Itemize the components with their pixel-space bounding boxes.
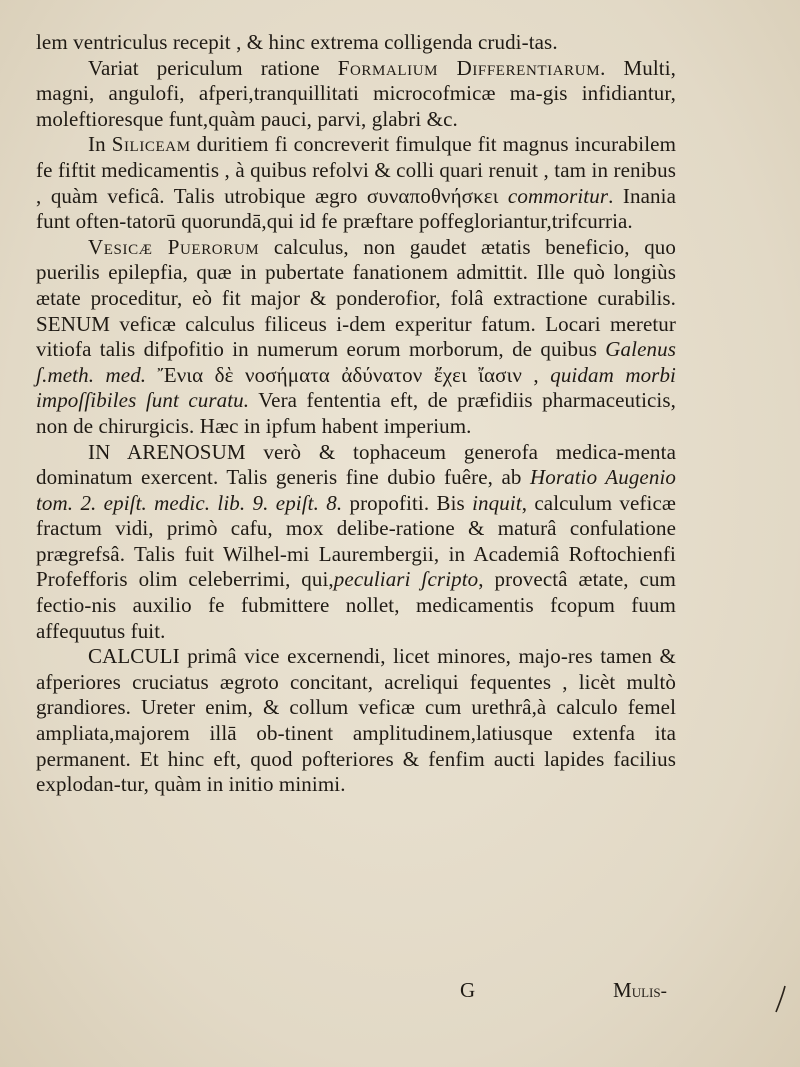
small-caps-text: Vesicæ Puerorum <box>88 234 260 259</box>
text-run: . Multi, magni, angulofi, afperi,tranquillitati microcofmicæ ma-gis infidiantur, moleftioresque funt,quàm pauci, parvi, glabri &c. <box>36 55 676 131</box>
paragraph <box>36 30 676 56</box>
catchword-rest: ulis- <box>631 981 667 1002</box>
text-run: duritiem fi concreverit fimulque fit magnus incurabilem fe fiftit medicamentis , à quibus refolvi & colli quari renuit , tam in renibus , quàm veficâ. Talis utrobique ægro συναποθνήσκει <box>36 132 676 208</box>
text-run: CALCULI primâ vice excernendi, licet minores, majo-res tamen & afperiores cruciatus ægroto concitant, acreliqui fequentes , licèt multò grandiores. Ureter enim, & collum veficæ cum urethrâ,à calculo femel ampliata,majorem illā ob-tinent amplitudinem,latiusque extenfa ita permanent. Et hinc eft, quod pofteriores & fenfim aucti lapides facilius explodan-tur, quàm in initio minimi. <box>36 644 676 797</box>
paragraph <box>36 235 676 440</box>
italic-text: quidam morbi impoſſibiles ſunt curatu. <box>36 362 676 413</box>
text-run: calculus, non gaudet ætatis beneficio, quo puerilis epilepfia, quæ in pubertate fanationem admittit. Ille quò longiùs ætate proceditur, eò fit major & ponderofior, folâ extractione curabilis. SENUM veficæ calculus filiceus i-dem experitur fatum. Locari meretur vitiofa talis difpofitio in numerum eorum morborum, de quibus <box>36 234 676 362</box>
italic-text: Galenus ʃ.meth. med. <box>36 337 676 387</box>
paragraph <box>36 644 676 798</box>
text-run: , provectâ ætate, cum fectio-nis auxilio fe fubmittere nollet, medicamentis fcopum fuum affequutus fuit. <box>36 567 676 643</box>
text-run: IN ARENOSUM verò & tophaceum generofa medica-menta dominatum exercent. Talis generis fine dubio fuêre, ab <box>36 439 676 490</box>
text-run: In <box>88 132 112 157</box>
body-text <box>36 30 676 798</box>
signature-mark: G <box>460 978 476 1002</box>
text-run: Variat periculum ratione <box>88 55 338 80</box>
text-run: . Inania funt often-tatorū quorundā,qui id fe præftare poffegloriantur,trifcurria. <box>36 183 676 234</box>
text-run: Ἔνια δὲ νοσήματα ἀδύνατον ἔχει ἴασιν , <box>146 362 551 387</box>
italic-text: commoritur <box>507 183 609 208</box>
text-run: lem ventriculus recepit , & hinc extrema colligenda crudi-tas. <box>36 30 558 54</box>
small-caps-text: Siliceam <box>111 132 191 157</box>
text-run: , calculum veficæ fractum vidi, primò cafu, mox delibe-ratione & maturâ confulatione prægrefsâ. Talis fuit Wilhel-mi Laurembergii, in Academiâ Roftochienfi Profefforis olim celeberrimi, qui, <box>36 490 676 592</box>
page-footer <box>0 978 800 1008</box>
italic-text: inquit <box>472 490 522 515</box>
text-run: propofiti. Bis <box>342 490 473 515</box>
italic-text: Horatio Augenio tom. 2. epiſt. medic. lib. 9. epiſt. 8. <box>36 465 676 515</box>
text-run: Vera fententia eft, de præfidiis pharmaceuticis, non de chirurgicis. Hæc in ipfum habent imperium. <box>36 388 676 438</box>
margin-ink-mark <box>774 984 788 1014</box>
small-caps-text: Formalium Differentiarum <box>337 55 601 80</box>
paragraph <box>36 440 676 645</box>
paragraph <box>36 56 676 133</box>
paragraph <box>36 132 676 234</box>
catchword-first-letter: M <box>613 978 632 1002</box>
italic-text: peculiari ʃcripto <box>333 567 479 592</box>
catchword <box>613 978 667 1003</box>
